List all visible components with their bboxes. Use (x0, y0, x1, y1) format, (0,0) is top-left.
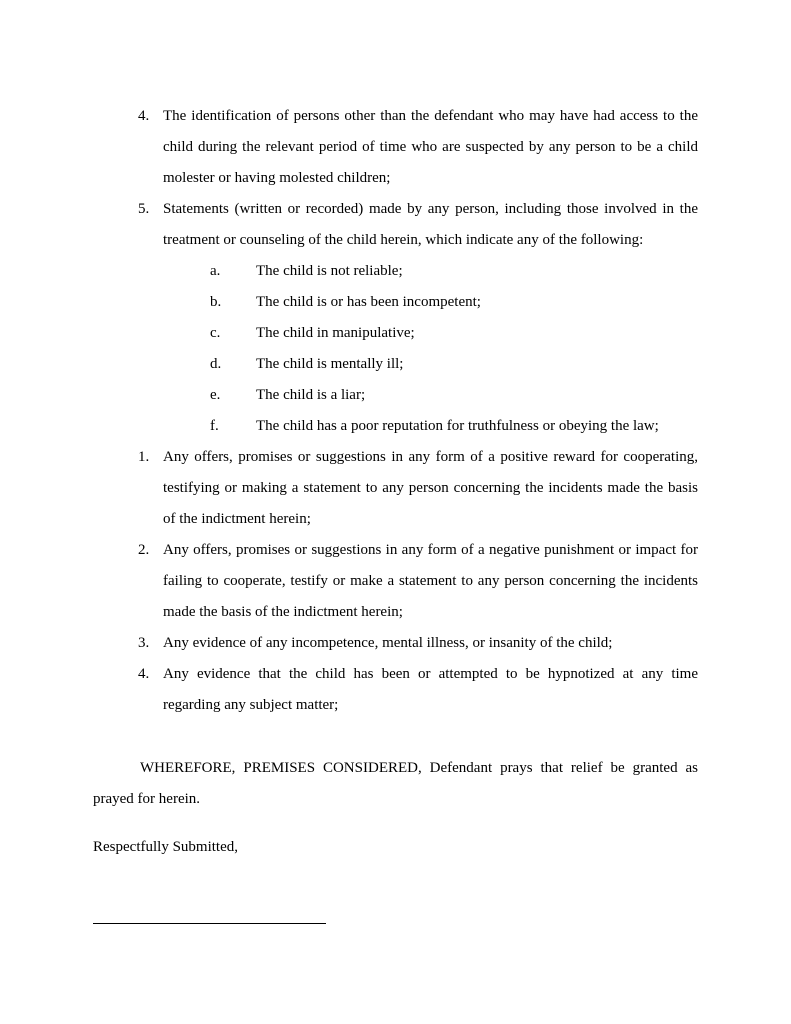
closing-text: Respectfully Submitted, (93, 839, 238, 855)
sub-list-item (210, 318, 700, 349)
list-item-text: Statements (written or recorded) made by any person, including those involved in the treatment or counseling of the child herein, which indicate any of the following: (163, 201, 698, 248)
list-item (138, 194, 698, 256)
list-item-number: 4. (138, 666, 150, 682)
signature-line (93, 923, 326, 924)
list-item-number: 5. (138, 201, 150, 217)
sub-list-item-letter: a. (210, 263, 221, 279)
sub-list-item (210, 380, 700, 411)
list-item-text: Any offers, promises or suggestions in any form of a positive reward for cooperating, testifying or making a statement to any person concerning the incidents made the basis of the indictment herein; (163, 449, 698, 527)
wherefore-paragraph: WHEREFORE, PREMISES CONSIDERED, Defendant prays that relief be granted as prayed for herein. (93, 760, 698, 807)
list-item (138, 628, 698, 659)
sub-list-item-text: The child has a poor reputation for truthfulness or obeying the law; (256, 418, 659, 434)
sub-list-item (210, 349, 700, 380)
list-item-number: 4. (138, 108, 150, 124)
list-item (138, 659, 698, 721)
list-item (138, 535, 698, 628)
list-item-number: 2. (138, 542, 150, 558)
sub-list-item-letter: e. (210, 387, 221, 403)
sub-list-item-letter: d. (210, 356, 222, 372)
sub-list-item-text: The child is mentally ill; (256, 356, 404, 372)
list-item-text: The identification of persons other than the defendant who may have had access to the child during the relevant period of time who are suspected by any person to be a child molester or having molested children; (163, 108, 698, 186)
sub-list-item-text: The child is not reliable; (256, 263, 403, 279)
sub-list-item-text: The child is or has been incompetent; (256, 294, 481, 310)
list-item (138, 442, 698, 535)
list-item (138, 101, 698, 194)
sub-list-item-text: The child is a liar; (256, 387, 366, 403)
list-item-text: Any evidence of any incompetence, mental illness, or insanity of the child; (163, 635, 613, 651)
list-item-number: 3. (138, 635, 150, 651)
sub-list-item (210, 287, 700, 318)
sub-list-item-text: The child in manipulative; (256, 325, 415, 341)
sub-list-item (210, 256, 700, 287)
sub-list-item-letter: b. (210, 294, 222, 310)
list-item-text: Any evidence that the child has been or attempted to be hypnotized at any time regarding any subject matter; (163, 666, 698, 713)
list-item-text: Any offers, promises or suggestions in any form of a negative punishment or impact for failing to cooperate, testify or make a statement to any person concerning the incidents made the basis of the indictment herein; (163, 542, 698, 620)
sub-list-item-letter: c. (210, 325, 221, 341)
list-item-number: 1. (138, 449, 150, 465)
sub-list-item (210, 411, 700, 442)
sub-list-item-letter: f. (210, 418, 219, 434)
